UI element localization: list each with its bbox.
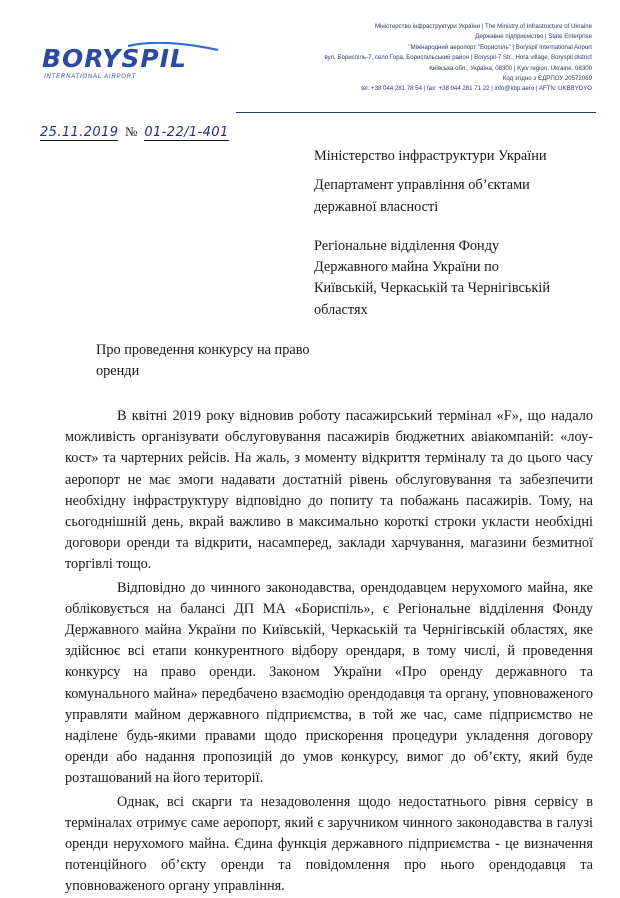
letterhead-line: Київська обл., Україна, 08300 | Kyiv region, Ukraine, 08300 (429, 64, 592, 72)
logo-name: BORYSPIL (42, 44, 187, 73)
addressee-ministry (314, 146, 610, 167)
letter-subject (96, 340, 346, 382)
letterhead-divider (236, 112, 596, 113)
addressee-line: Регіональне відділення Фонду (314, 237, 500, 254)
addressee-line: Київській, Черкаській та Чернігівській (314, 280, 550, 297)
addressee-department (314, 175, 610, 218)
letterhead-line: Державне підприємство | State Enterprise (475, 33, 592, 41)
letterhead-line: вул. Бориспіль-7, село Гора, Бориспільський район | Boryspil-7 Str., Hora village, Boryspil district (324, 54, 592, 62)
letterhead-line: Міністерство інфраструктури України | The Ministry of Infrastructure of Ukraine (374, 23, 592, 30)
addressee-line: Департамент управління об’єктами (314, 177, 530, 194)
addressee-line: Міністерство інфраструктури України (314, 148, 547, 164)
subject-line: Про проведення конкурсу на право (96, 342, 310, 358)
body-paragraph: В квітні 2019 року відновив роботу пасажирський термінал «F», що надало можливість організувати обслуговування пасажирів бюджетних авіакомпаній: «лоу-кост» та чартерних рейсів. На жаль, з моменту відкриття терміналу та до цього часу аеропорт не має змоги надавати достатній рівень обслуговування та забезпечити необхідну інфраструктуру відповідно до попиту та побажань пасажирів. Тому, на сьогоднішній день, вкрай важливо в максимально короткі строки укласти необхідні договори оренди та відкрити, насамперед, заклади харчування, магазини безмитної торгівлі тощо. (65, 408, 593, 573)
subject-line: оренди (96, 363, 140, 379)
letterhead-contacts: tel: +38 044 281 78 54 | fax: +38 044 281 71 22 | info@kbp.aero | AFTN: UKBBYDYO (361, 85, 592, 93)
letterhead-line: Код згідно з ЄДРПОУ 20572069 (502, 75, 592, 83)
letterhead-info (226, 22, 592, 95)
addressees (314, 146, 610, 321)
outgoing-date: 25.11.2019 (40, 125, 119, 140)
number-sign: № (124, 124, 138, 139)
letter-body (65, 406, 593, 898)
body-paragraph: Відповідно до чинного законодавства, орендодавцем нерухомого майна, яке обліковується на балансі ДП МА «Бориспіль», є Регіональне відділення Фонду Державного майна України по Київській, Черкаській та Чернігівській областях, яке здійснює всі етапи конкурентного відбору орендаря, в тому числі, й проведення конкурсу на право оренди. Законом України «Про оренду державного та комунального майна» передбачено взаємодію орендодавця та органу, уповноваженого управляти майном державного підприємства, в той же час, саме підприємство не наділене будь-якими правами щодо прискорення процедури укладення договору оренди або надання пропозицій до умов конкурсу, вимог до об’єкту, який буде розташований на його території. (65, 579, 593, 787)
body-paragraph: Однак, всі скарги та незадоволення щодо недостатнього рівня сервісу в терміналах отримує саме аеропорт, який є заручником чинного законодавства в галузі оренди нерухомого майна. Єдина функція державного підприємства - це визначення потенційного об’єкту оренди та повідомлення про нього орендодавця та уповноваженого органу управління. (65, 793, 593, 895)
addressee-line: областях (314, 301, 368, 318)
addressee-line: Державного майна України по (314, 259, 499, 276)
logo-subtitle: INTERNATIONAL AIRPORT (44, 74, 137, 80)
addressee-regional-branch (314, 236, 610, 321)
addressee-line: державної власності (314, 198, 439, 215)
letterhead-line: "Міжнародний аеропорт "Бориспіль" | Boryspil International Airport (408, 43, 592, 51)
boryspil-logo (42, 42, 222, 82)
outgoing-number: 01-22/1-401 (144, 125, 229, 140)
outgoing-reference (40, 124, 229, 140)
